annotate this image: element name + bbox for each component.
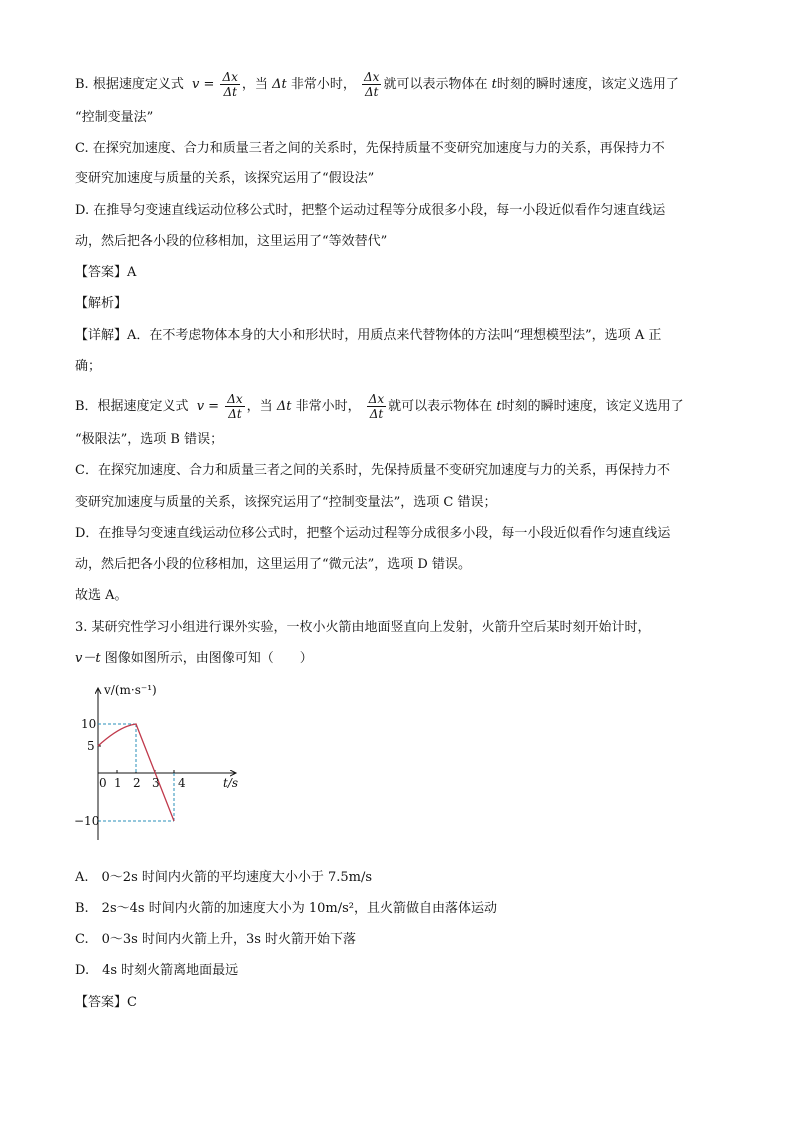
- detail-b-line-1: B．根据速度定义式 v = $\frac{\Delta x}{\Delta t}$ ，当 Δt 非常小时， $\frac{\Delta x}{\Delta t}$ 就可以表示物体在 t时刻的瞬时速度，该定义选用了: [75, 392, 684, 421]
- option-d-line-2: 动，然后把各小段的位移相加，这里运用了“等效替代”: [75, 234, 388, 249]
- x-tick-4: 4: [178, 776, 186, 790]
- vt-graph: [74, 680, 250, 855]
- option-b-line-2: “控制变量法”: [75, 110, 154, 125]
- option-c-line-1: C. 在探究加速度、合力和质量三者之间的关系时，先保持质量不变研究加速度与力的关系，再保持力不: [75, 141, 665, 156]
- option-c-line-2: 变研究加速度与质量的关系，该探究运用了“假设法”: [75, 171, 375, 186]
- fraction-dx-dt: $\frac{\Delta x}{\Delta t}$: [364, 70, 380, 99]
- q3-option-b: B. 2s～4s 时间内火箭的加速度大小为 10m/s²，且火箭做自由落体运动: [75, 901, 497, 916]
- detail-d-line-1: D．在推导匀变速直线运动位移公式时，把整个运动过程等分成很多小段，每一小段近似看作匀速直线运: [75, 526, 671, 541]
- option-d-line-1: D. 在推导匀变速直线运动位移公式时，把整个运动过程等分成很多小段，每一小段近似看作匀速直线运: [75, 203, 666, 218]
- q3-answer: 【答案】C: [75, 995, 137, 1010]
- conclusion: 故选 A。: [75, 588, 128, 603]
- q3-option-a: A. 0～2s 时间内火箭的平均速度大小小于 7.5m/s: [75, 870, 373, 885]
- detail-a-line-1: 【详解】A．在不考虑物体本身的大小和形状时，用质点来代替物体的方法叫“理想模型法”，选项 A 正: [75, 328, 662, 343]
- fraction-dx-dt: $\frac{\Delta x}{\Delta t}$: [227, 392, 243, 421]
- answer-label: 【答案】A: [75, 265, 137, 280]
- detail-c-line-1: C．在探究加速度、合力和质量三者之间的关系时，先保持质量不变研究加速度与力的关系，再保持力不: [75, 463, 670, 478]
- q3-option-d: D. 4s 时刻火箭离地面最远: [75, 963, 239, 978]
- q3-stem-line-1: 3. 某研究性学习小组进行课外实验，一枚小火箭由地面竖直向上发射，火箭升空后某时刻开始计时，: [75, 620, 651, 635]
- q3-stem-line-2: v－t 图像如图所示，由图像可知（ ）: [75, 651, 313, 666]
- x-tick-2: 2: [133, 776, 141, 790]
- analysis-label: 【解析】: [75, 296, 128, 311]
- detail-b-line-2: “极限法”，选项 B 错误；: [75, 432, 224, 447]
- detail-a-line-2: 确；: [75, 359, 102, 374]
- x-tick-3: 3: [152, 776, 160, 790]
- y-axis-label: v/(m·s⁻¹): [104, 683, 157, 697]
- x-axis-label: t/s: [223, 776, 239, 790]
- fraction-dx-dt: $\frac{\Delta x}{\Delta t}$: [368, 392, 385, 421]
- fraction-dx-dt: $\frac{\Delta x}{\Delta t}$: [222, 70, 238, 99]
- q3-option-c: C. 0～3s 时间内火箭上升，3s 时火箭开始下落: [75, 932, 357, 947]
- detail-d-line-2: 动，然后把各小段的位移相加，这里运用了“微元法”，选项 D 错误。: [75, 557, 471, 572]
- y-tick-5: 5: [87, 739, 95, 753]
- option-b-line-1: B. 根据速度定义式 v = $\frac{\Delta x}{\Delta t}$ ，当 Δt 非常小时， $\frac{\Delta x}{\Delta t}$ 就可以表示物体在 t时刻的瞬时速度，该定义选用了: [75, 70, 679, 99]
- x-tick-1: 1: [114, 776, 122, 790]
- y-tick-neg10: −10: [74, 814, 100, 828]
- detail-c-line-2: 变研究加速度与质量的关系，该探究运用了“控制变量法”，选项 C 错误；: [75, 495, 497, 510]
- y-tick-10: 10: [81, 717, 97, 731]
- x-tick-0: 0: [99, 776, 107, 790]
